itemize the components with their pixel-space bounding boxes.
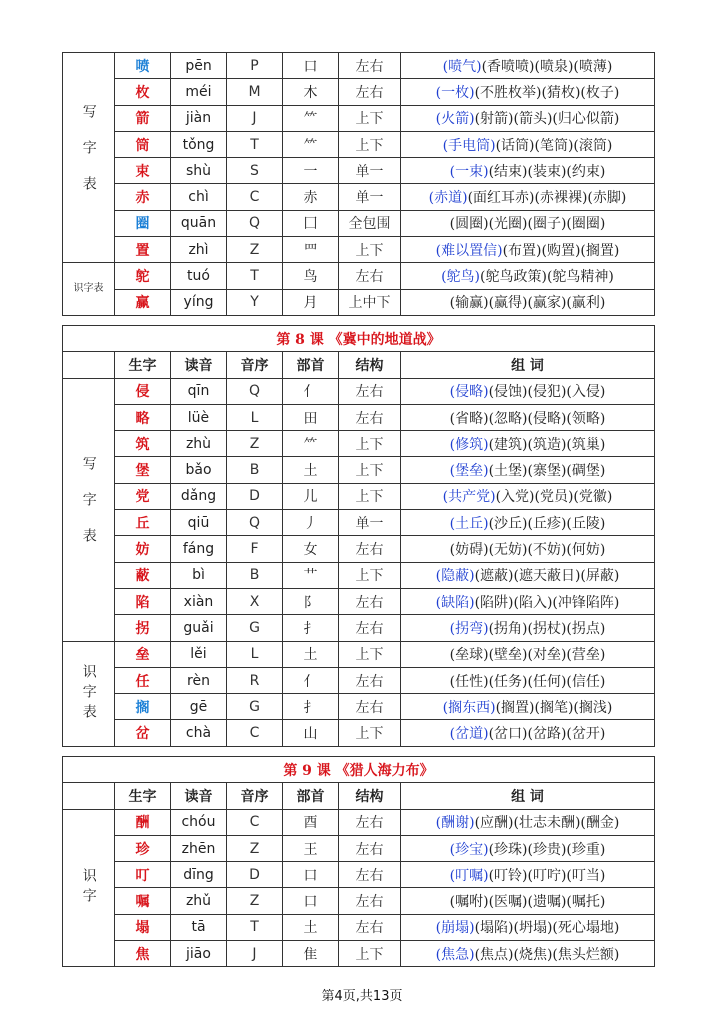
character: 侵 <box>115 378 171 404</box>
radical: 酉 <box>283 809 339 835</box>
word-group <box>401 862 655 888</box>
word-list: (结束)(装束)(约束) <box>488 163 606 180</box>
pinyin: tā <box>171 914 227 940</box>
table-row <box>63 615 655 641</box>
pinyin: rèn <box>171 667 227 693</box>
word-group <box>401 131 655 157</box>
pinyin: fáng <box>171 536 227 562</box>
pinyin: chóu <box>171 809 227 835</box>
radical: 土 <box>283 914 339 940</box>
word-group <box>401 720 655 746</box>
character: 蔽 <box>115 562 171 588</box>
character: 珍 <box>115 835 171 861</box>
word-group <box>401 667 655 693</box>
word-group <box>401 184 655 210</box>
sound-order: R <box>227 667 283 693</box>
sound-order: D <box>227 862 283 888</box>
word-group <box>401 404 655 430</box>
radical: 艹 <box>283 562 339 588</box>
word-list: (陷阱)(陷入)(冲锋陷阵) <box>474 594 620 611</box>
table-row <box>63 720 655 746</box>
structure: 左右 <box>339 263 401 289</box>
sound-order: J <box>227 105 283 131</box>
word-group <box>401 914 655 940</box>
sound-order: X <box>227 588 283 614</box>
word-group <box>401 457 655 483</box>
column-header: 生字 <box>115 783 171 809</box>
table-row <box>63 131 655 157</box>
highlighted-word: (手电筒) <box>442 137 496 154</box>
header-row <box>63 352 655 378</box>
sound-order: P <box>227 53 283 79</box>
structure: 全包围 <box>339 210 401 236</box>
highlighted-word: (侵略) <box>449 384 489 401</box>
sound-order: C <box>227 184 283 210</box>
highlighted-word: (共产党) <box>442 489 496 506</box>
sound-order: L <box>227 404 283 430</box>
structure: 左右 <box>339 914 401 940</box>
table-row <box>63 457 655 483</box>
lesson-8-table <box>62 325 655 747</box>
word-list: (珍珠)(珍贵)(珍重) <box>488 841 606 858</box>
structure: 左右 <box>339 809 401 835</box>
word-list: (焦点)(烧焦)(焦头烂额) <box>474 946 620 963</box>
word-group <box>401 510 655 536</box>
radical: 亻 <box>283 667 339 693</box>
sound-order: B <box>227 562 283 588</box>
pinyin: dīng <box>171 862 227 888</box>
word-list: (香喷喷)(喷泉)(喷薄) <box>481 58 613 75</box>
structure: 左右 <box>339 694 401 720</box>
column-header: 部首 <box>283 352 339 378</box>
character: 陷 <box>115 588 171 614</box>
sound-order: L <box>227 641 283 667</box>
radical: 鸟 <box>283 263 339 289</box>
section-label: 识字 <box>63 809 115 967</box>
structure: 左右 <box>339 378 401 404</box>
table-row <box>63 158 655 184</box>
lesson-7-table <box>62 52 655 316</box>
radical: 囗 <box>283 210 339 236</box>
character: 焦 <box>115 941 171 967</box>
highlighted-word: (一枚) <box>435 84 475 101</box>
word-group <box>401 536 655 562</box>
table-row <box>63 510 655 536</box>
highlighted-word: (隐蔽) <box>435 568 475 585</box>
sound-order: C <box>227 809 283 835</box>
sound-order: Q <box>227 210 283 236</box>
highlighted-word: (赤道) <box>428 190 468 207</box>
word-group <box>401 562 655 588</box>
lesson-title-row <box>63 326 655 352</box>
structure: 左右 <box>339 79 401 105</box>
radical: ⺮ <box>283 105 339 131</box>
word-group <box>401 105 655 131</box>
word-list: (沙丘)(丘疹)(丘陵) <box>488 515 606 532</box>
column-header: 组 词 <box>401 783 655 809</box>
structure: 左右 <box>339 667 401 693</box>
structure: 左右 <box>339 53 401 79</box>
table-row <box>63 536 655 562</box>
pinyin: qīn <box>171 378 227 404</box>
highlighted-word: (缺陷) <box>435 594 475 611</box>
word-list: (拐角)(拐杖)(拐点) <box>488 620 606 637</box>
pinyin: jiāo <box>171 941 227 967</box>
page-number: 第4页,共13页 <box>321 989 403 1004</box>
column-header: 结构 <box>339 352 401 378</box>
column-header: 生字 <box>115 352 171 378</box>
sound-order: G <box>227 615 283 641</box>
pinyin: pēn <box>171 53 227 79</box>
character: 束 <box>115 158 171 184</box>
sound-order: Z <box>227 835 283 861</box>
character: 圈 <box>115 210 171 236</box>
structure: 上下 <box>339 641 401 667</box>
structure: 上下 <box>339 483 401 509</box>
word-list: (土堡)(寨堡)(碉堡) <box>488 463 606 480</box>
pinyin: yíng <box>171 289 227 315</box>
highlighted-word: (搁东西) <box>442 699 496 716</box>
word-group <box>401 210 655 236</box>
word-group <box>401 615 655 641</box>
pinyin: qiū <box>171 510 227 536</box>
word-list: (叮铃)(叮咛)(叮当) <box>488 867 606 884</box>
word-list: (面红耳赤)(赤裸裸)(赤脚) <box>467 190 627 207</box>
table-row <box>63 53 655 79</box>
character: 筑 <box>115 431 171 457</box>
table-row <box>63 237 655 263</box>
word-group <box>401 641 655 667</box>
structure: 单一 <box>339 510 401 536</box>
section-label: 写字表 <box>63 53 115 263</box>
structure: 单一 <box>339 158 401 184</box>
highlighted-word: (堡垒) <box>449 463 489 480</box>
character: 拐 <box>115 615 171 641</box>
sound-order: T <box>227 914 283 940</box>
structure: 上下 <box>339 431 401 457</box>
sound-order: Z <box>227 237 283 263</box>
character: 叮 <box>115 862 171 888</box>
table-row <box>63 210 655 236</box>
word-list: (省略)(忽略)(侵略)(领略) <box>449 410 606 427</box>
table-row <box>63 835 655 861</box>
highlighted-word: (珍宝) <box>449 841 489 858</box>
pinyin: lěi <box>171 641 227 667</box>
table-row <box>63 809 655 835</box>
character: 枚 <box>115 79 171 105</box>
word-list: (入党)(党员)(党徽) <box>495 489 613 506</box>
pinyin: shù <box>171 158 227 184</box>
radical: 月 <box>283 289 339 315</box>
pinyin: tǒng <box>171 131 227 157</box>
pinyin: guǎi <box>171 615 227 641</box>
sound-order: Y <box>227 289 283 315</box>
table-row <box>63 641 655 667</box>
pinyin: méi <box>171 79 227 105</box>
radical: 田 <box>283 404 339 430</box>
highlighted-word: (修筑) <box>449 436 489 453</box>
radical: 土 <box>283 641 339 667</box>
radical: 隹 <box>283 941 339 967</box>
character: 筒 <box>115 131 171 157</box>
character: 岔 <box>115 720 171 746</box>
table-row <box>63 378 655 404</box>
structure: 左右 <box>339 862 401 888</box>
table-row <box>63 914 655 940</box>
word-list: (岔口)(岔路)(岔开) <box>488 726 606 743</box>
column-header: 读音 <box>171 783 227 809</box>
word-group <box>401 483 655 509</box>
character: 略 <box>115 404 171 430</box>
section-label: 识字表 <box>63 641 115 746</box>
word-list: (射箭)(箭头)(归心似箭) <box>474 111 620 128</box>
sound-order: D <box>227 483 283 509</box>
highlighted-word: (拐弯) <box>449 620 489 637</box>
lesson-title: 第 8 课 《冀中的地道战》 <box>63 326 655 352</box>
word-list: (输赢)(赢得)(赢家)(赢利) <box>449 295 606 312</box>
highlighted-word: (叮嘱) <box>449 867 489 884</box>
lesson-9-table <box>62 756 655 967</box>
word-group <box>401 79 655 105</box>
structure: 上下 <box>339 237 401 263</box>
sound-order: Q <box>227 378 283 404</box>
structure: 上下 <box>339 131 401 157</box>
word-list: (话筒)(笔筒)(滚筒) <box>495 137 613 154</box>
word-list: (不胜枚举)(猜枚)(枚子) <box>474 84 620 101</box>
character: 置 <box>115 237 171 263</box>
character: 箭 <box>115 105 171 131</box>
sound-order: Z <box>227 431 283 457</box>
structure: 左右 <box>339 404 401 430</box>
highlighted-word: (火箭) <box>435 111 475 128</box>
structure: 单一 <box>339 184 401 210</box>
column-header: 音序 <box>227 352 283 378</box>
radical: 赤 <box>283 184 339 210</box>
sound-order: S <box>227 158 283 184</box>
table-row <box>63 562 655 588</box>
word-group <box>401 289 655 315</box>
pinyin: dǎng <box>171 483 227 509</box>
pinyin: lüè <box>171 404 227 430</box>
structure: 左右 <box>339 835 401 861</box>
table-row <box>63 289 655 315</box>
character: 喷 <box>115 53 171 79</box>
sound-order: T <box>227 263 283 289</box>
word-list: (布置)(购置)(搁置) <box>502 242 620 259</box>
pinyin: zhù <box>171 431 227 457</box>
highlighted-word: (一束) <box>449 163 489 180</box>
radical: 儿 <box>283 483 339 509</box>
word-group <box>401 809 655 835</box>
table-row <box>63 888 655 914</box>
pinyin: bǎo <box>171 457 227 483</box>
word-group <box>401 378 655 404</box>
character: 党 <box>115 483 171 509</box>
sound-order: Q <box>227 510 283 536</box>
radical: 土 <box>283 457 339 483</box>
table-row <box>63 263 655 289</box>
pinyin: chì <box>171 184 227 210</box>
pinyin: zhēn <box>171 835 227 861</box>
pinyin: quān <box>171 210 227 236</box>
sound-order: F <box>227 536 283 562</box>
lesson-title-row <box>63 757 655 783</box>
highlighted-word: (酬谢) <box>435 815 475 832</box>
radical: 口 <box>283 53 339 79</box>
lesson-title: 第 9 课 《猎人海力布》 <box>63 757 655 783</box>
table-row <box>63 862 655 888</box>
table-row <box>63 184 655 210</box>
table-row <box>63 667 655 693</box>
radical: 罒 <box>283 237 339 263</box>
radical: 丿 <box>283 510 339 536</box>
radical: 亻 <box>283 378 339 404</box>
highlighted-word: (土丘) <box>449 515 489 532</box>
word-list: (嘱咐)(医嘱)(遗嘱)(嘱托) <box>449 894 606 911</box>
word-group <box>401 835 655 861</box>
pinyin: xiàn <box>171 588 227 614</box>
word-group <box>401 888 655 914</box>
highlighted-word: (喷气) <box>442 58 482 75</box>
table-row <box>63 483 655 509</box>
sound-order: Z <box>227 888 283 914</box>
word-group <box>401 158 655 184</box>
sound-order: J <box>227 941 283 967</box>
radical: 女 <box>283 536 339 562</box>
structure: 左右 <box>339 615 401 641</box>
character: 酬 <box>115 809 171 835</box>
character: 丘 <box>115 510 171 536</box>
highlighted-word: (鸵鸟) <box>441 269 481 286</box>
character: 搁 <box>115 694 171 720</box>
table-row <box>63 694 655 720</box>
radical: 一 <box>283 158 339 184</box>
table-row <box>63 588 655 614</box>
structure: 上中下 <box>339 289 401 315</box>
radical: 阝 <box>283 588 339 614</box>
pinyin: gē <box>171 694 227 720</box>
pinyin: chà <box>171 720 227 746</box>
highlighted-word: (崩塌) <box>435 920 475 937</box>
word-list: (圆圈)(光圈)(圈子)(圈圈) <box>449 216 606 233</box>
header-row <box>63 783 655 809</box>
radical: 扌 <box>283 615 339 641</box>
structure: 上下 <box>339 941 401 967</box>
highlighted-word: (难以置信) <box>435 242 503 259</box>
column-header: 结构 <box>339 783 401 809</box>
header-blank <box>63 783 115 809</box>
section-label: 写字表 <box>63 378 115 641</box>
word-list: (建筑)(筑造)(筑巢) <box>488 436 606 453</box>
word-group <box>401 694 655 720</box>
sound-order: G <box>227 694 283 720</box>
word-list: (鸵鸟政策)(鸵鸟精神) <box>480 269 614 286</box>
pinyin: jiàn <box>171 105 227 131</box>
pinyin: zhǔ <box>171 888 227 914</box>
pinyin: zhì <box>171 237 227 263</box>
structure: 上下 <box>339 457 401 483</box>
radical: 木 <box>283 79 339 105</box>
table-row <box>63 431 655 457</box>
sound-order: M <box>227 79 283 105</box>
table-row <box>63 105 655 131</box>
structure: 左右 <box>339 888 401 914</box>
radical: 口 <box>283 862 339 888</box>
character: 任 <box>115 667 171 693</box>
structure: 左右 <box>339 536 401 562</box>
word-list: (搁置)(搁笔)(搁浅) <box>495 699 613 716</box>
radical: 王 <box>283 835 339 861</box>
radical: ⺮ <box>283 431 339 457</box>
header-blank <box>63 352 115 378</box>
pinyin: tuó <box>171 263 227 289</box>
radical: 口 <box>283 888 339 914</box>
word-list: (垒球)(壁垒)(对垒)(营垒) <box>449 647 606 664</box>
character: 嘱 <box>115 888 171 914</box>
character: 塌 <box>115 914 171 940</box>
word-list: (应酬)(壮志未酬)(酬金) <box>474 815 620 832</box>
structure: 上下 <box>339 105 401 131</box>
character: 堡 <box>115 457 171 483</box>
word-group <box>401 588 655 614</box>
column-header: 组 词 <box>401 352 655 378</box>
structure: 上下 <box>339 562 401 588</box>
section-label: 识字表 <box>63 263 115 316</box>
character: 垒 <box>115 641 171 667</box>
pinyin: bì <box>171 562 227 588</box>
sound-order: T <box>227 131 283 157</box>
word-list: (遮蔽)(遮天蔽日)(屏蔽) <box>474 568 620 585</box>
structure: 上下 <box>339 720 401 746</box>
structure: 左右 <box>339 588 401 614</box>
character: 鸵 <box>115 263 171 289</box>
highlighted-word: (焦急) <box>435 946 475 963</box>
word-list: (妨碍)(无妨)(不妨)(何妨) <box>449 542 606 559</box>
word-group <box>401 263 655 289</box>
table-row <box>63 404 655 430</box>
sound-order: C <box>227 720 283 746</box>
column-header: 部首 <box>283 783 339 809</box>
word-list: (侵蚀)(侵犯)(入侵) <box>488 384 606 401</box>
sound-order: B <box>227 457 283 483</box>
radical: 山 <box>283 720 339 746</box>
word-list: (任性)(任务)(任何)(信任) <box>449 673 606 690</box>
radical: 扌 <box>283 694 339 720</box>
word-group <box>401 237 655 263</box>
table-row <box>63 941 655 967</box>
character: 赢 <box>115 289 171 315</box>
word-group <box>401 53 655 79</box>
character: 赤 <box>115 184 171 210</box>
character: 妨 <box>115 536 171 562</box>
highlighted-word: (岔道) <box>449 726 489 743</box>
word-group <box>401 431 655 457</box>
column-header: 音序 <box>227 783 283 809</box>
word-group <box>401 941 655 967</box>
column-header: 读音 <box>171 352 227 378</box>
radical: ⺮ <box>283 131 339 157</box>
table-row <box>63 79 655 105</box>
word-list: (塌陷)(坍塌)(死心塌地) <box>474 920 620 937</box>
